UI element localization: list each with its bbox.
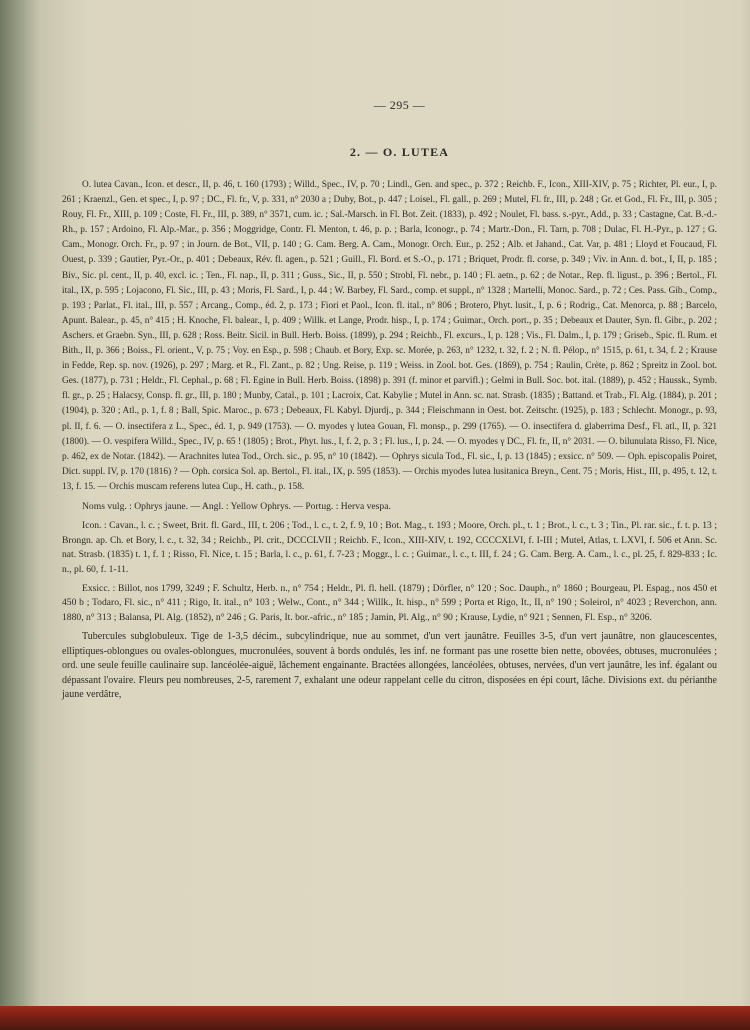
synonymy-paragraph: O. lutea Cavan., Icon. et descr., II, p. 46, t. 160 (1793) ; Willd., Spec., IV, p. 70 ; Lindl., Gen. and spec., p. 372 ; Reichb. F., Icon., XIII-XIV, p. 75 ; Richter, Pl. eur., I, p. 261 ; Kraenzl., Gen. et spec., I, p. 97 ; DC., Fl. fr., V, p. 331, n° 2030 a ; Duby, Bot., p. 447 ; Loisel., Fl. gall., p. 269 ; Mutel, Fl. fr., III, p. 248 ; Gr. et God., Fl. Fr., III, p. 305 ; Rouy, Fl. Fr., XIII, p. 109 ; Coste, Fl. Fr., III, p. 389, n° 3571, cum. ic. ; Sal.-Marsch. in Fl. Bot. Zeit. (1833), p. 492 ; Noulet, Fl. bass. s.-pyr., Add., p. 33 ; Castagne, Cat. B.-d.-Rh., p. 157 ; Ardoino, Fl. Alp.-Mar., p. 356 ; Moggridge, Contr. Fl. Menton, t. 46, p. p. ; Barla, Iconogr., p. 74 ; Martr.-Don., Fl. Tarn, p. 708 ; Dulac, Fl. H.-Pyr., p. 127 ; G. Cam., Monogr. Orch. Fr., p. 97 ; in Journ. de Bot., VII, p. 140 ; G. Cam. Berg. A. Cam., Monogr. Orch. Eur., p. 252 ; Alb. et Jahand., Cat. Var, p. 481 ; Lloyd et Foucaud, Fl. Ouest, p. 339 ; Gautier, Pyr.-Or., p. 401 ; Debeaux, Rév. fl. agen., p. 521 ; Guill., Fl. Bord. et S.-O., p. 171 ; Briquet, Prodr. fl. corse, p. 349 ; Viv. in Ann. d. bot., I, II, p. 185 ; Biv., Sic. pl. cent., II, p. 40, excl. ic. ; Ten., Fl. nap., II, p. 311 ; Guss., Sic., II, p. 550 ; Strobl, Fl. nebr., p. 140 ; Fl. aetn., p. 62 ; de Notar., Rep. fl. ligust., p. 396 ; Bertol., Fl. ital., IX, p. 595 ; Lojacono, Fl. Sic., III, p. 43 ; Moris, Fl. Sard., I, p. 44 ; W. Barbey, Fl. Sard., comp. et suppl., n° 1328 ; Martelli, Monoc. Sard., p. 72 ; Ces. Pass. Gib., Comp., p. 193 ; Parlat., Fl. ital., III, p. 557 ; Arcang., Comp., éd. 2, p. 173 ; Fiori et Paol., Icon. fl. ital., n° 806 ; Brotero, Phyt. lusit., I, p. 6 ; Rodrig., Cat. Menorca, p. 88 ; Barcelo, Apunt. Balear., p. 45, n° 415 ; H. Knoche, Fl. balear., I, p. 409 ; Willk. et Lange, Prodr. hisp., I, p. 174 ; Guimar., Orch. port., p. 35 ; Debeaux et Dauter, Syn. fl. Gibr., p. 202 ; Aschers. et Graebn. Syn., III, p. 628 ; Ross. Beitr. Sicil. in Bull. Herb. Boiss. (1899), p. 294 ; Reichb., Fl. excurs., I, p. 128 ; Vis., Fl. Dalm., I, p. 179 ; Griseb., Spic. fl. Rum. et Bith., II, p. 366 ; Boiss., Fl. orient., V, p. 75 ; Voy. en Esp., p. 598 ; Chaub. et Bory, Exp. sc. Morée, p. 263, n° 1232, t. 32, f. 2 ; N. fl. Pélop., n° 1515, p. 61, t. 34, f. 2 ; Krause in Fedde, Rep. sp. nov. (1926), p. 297 ; Marg. et R., Fl. Zant., p. 82 ; Ung. Reise, p. 119 ; Weiss. in Zool. bot. Ges. (1869), p. 754 ; Raulin, Crète, p. 862 ; Spreitz in Zool. bot. Ges. (1877), p. 731 ; Heldr., Fl. Cephal., p. 68 ; Fl. Egine in Bull. Herb. Boiss. (1898) p. 391 (f. minor et parvifl.) ; Gelmi in Bull. Soc. bot. ital. (1889), p. 452 ; Haussk., Symb. fl. gr., p. 25 ; Halacsy, Consp. fl. gr., III, p. 180 ; Munby, Catal., p. 101 ; Lacroix, Cat. Kabylie ; Mutel in Ann. sc. nat. Strasb. (1835) ; Battand. et Trab., Fl. Alg. (1884), p. 201 ; (1904), p. 320 ; Atl., p. 1, f. 8 ; Ball, Spic. Maroc., p. 673 ; Debeaux, Fl. Kabyl. Djurdj., p. 344 ; Fleischmann in Oest. bot. Zeitschr. (1925), p. 183 ; Schlecht. Monogr., p. 93, pl. II, f. 6. — O. insectifera z L., Spec., éd. 1, p. 949 (1753). — O. myodes γ lutea Gouan, Fl. monsp., p. 299 (1765). — O. insectifera d. glaberrima Desf., Fl. atl., II, p. 321 (1800). — O. vespifera Willd., Spec., IV, p. 65 ! (1805) ; Brot., Phyt. lus., I, f. 2, p. 3 ; Fl. lus., I, p. 24. — O. myodes γ DC., Fl. fr., II, n° 2031. — O. bilunulata Risso, Fl. Nice, p. 462, ex de Notar. (1842). — Arachnites lutea Tod., Orch. sic., p. 95, n° 10 (1842). — Ophrys sicula Tod., Fl. sic., I, p. 13 (1845) ; exsicc. n° 509. — Oph. episcopalis Poiret, Dict. suppl. IV, p. 170 (1816) ? — Oph. corsica Sol. ap. Bertol., Fl. ital., IX, p. 595 (1853). — Orchis myodes lutea lusitanica Breyn., Cent. 75 ; Moris, Hist., III, p. 495, t. 12, t. 13, f. 15. — Orchis muscam referens lutea Cup., H. cath., p. 158. bbox=[62, 180, 717, 492]
vernacular-names-paragraph: Noms vulg. : Ophrys jaune. — Angl. : Yellow Ophrys. — Portug. : Herva vespa. bbox=[82, 500, 391, 512]
page-content bbox=[62, 98, 717, 708]
page-number: — 295 — bbox=[373, 98, 426, 112]
exsiccata-paragraph: Exsicc. : Billot, nos 1799, 3249 ; F. Schultz, Herb. n., n° 754 ; Heldr., Pl. fl. hell. (1879) ; Dörfler, n° 120 ; Soc. Dauph., n° 1860 ; Bourgeau, Pl. Espag., nos 450 et 450 b ; Todaro, Fl. sic., n° 411 ; Rigo, It. ital., n° 103 ; Welw., Cont., n° 344 ; Willk., It. hisp., n° 599 ; Porta et Rigo, It., II, n° 190 ; Soleirol, n° 4023 ; Reverchon, ann. 1880, n° 313 ; Balansa, Pl. Alg. (1852), n° 246 ; G. Paris, It. bor.-afric., n° 185 ; Jamin, Pl. Alg., n° 90 ; Krause, Lydie, n° 921 ; Sennen, Fl. Esp., n° 3206. bbox=[62, 583, 717, 623]
icones-paragraph: Icon. : Cavan., l. c. ; Sweet, Brit. fl. Gard., III, t. 206 ; Tod., l. c., t. 2, f. 9, 10 ; Bot. Mag., t. 193 ; Moore, Orch. pl., t. 1 ; Brot., l. c., t. 3 ; Tin., Pl. rar. sic., f. t. p. 13 ; Brongn. ap. Ch. et Bory, l. c., t. 32, 34 ; Reichb., Pl. crit., DCCCLVII ; Reichb. F., Icon., XIII-XIV, t. 192, CCCCXLVI, f. I-III ; Mutel, Atlas, t. LXVI, f. 506 et Ann. Sc. nat. Strasb. (1835) t. 1, f. 1 ; Risso, Fl. Nice, t. 15 ; Barla, l. c., p. 61, f. 7-23 ; Moggr., l. c. ; Guimar., l. c., t. III, f. 24 ; G. Cam. Berg. A. Cam., l. c., pl. 25, f. 829-833 ; Ic. n., pl. 60, f. 1-11. bbox=[62, 520, 717, 575]
description-paragraph: Tubercules subglobuleux. Tige de 1-3,5 décim., subcylindrique, nue au sommet, d'un vert jaunâtre. Feuilles 3-5, d'un vert jaunâtre, non glaucescentes, elliptiques-oblongues ou ovales-oblongues, mucronulées, souvent à bords ondulés, les inf. ne formant pas une rosette bien nette, obovées, obtuses, mucronulées ; ord. une seule feuille caulinaire sup. lancéolée-aiguë, lâchement engainante. Bractées allongées, lancéolées, obtuses, nervées, d'un vert jaunâtre, les inf. égalant ou dépassant l'ovaire. Fleurs peu nombreuses, 2-5, rarement 7, exhalant une odeur rappelant celle du citron, disposées en épi court, lâche. Divisions ext. du périanthe jaune verdâtre, bbox=[62, 631, 717, 701]
book-edge bbox=[0, 1006, 750, 1030]
species-heading: 2. — O. LUTEA bbox=[349, 145, 450, 159]
